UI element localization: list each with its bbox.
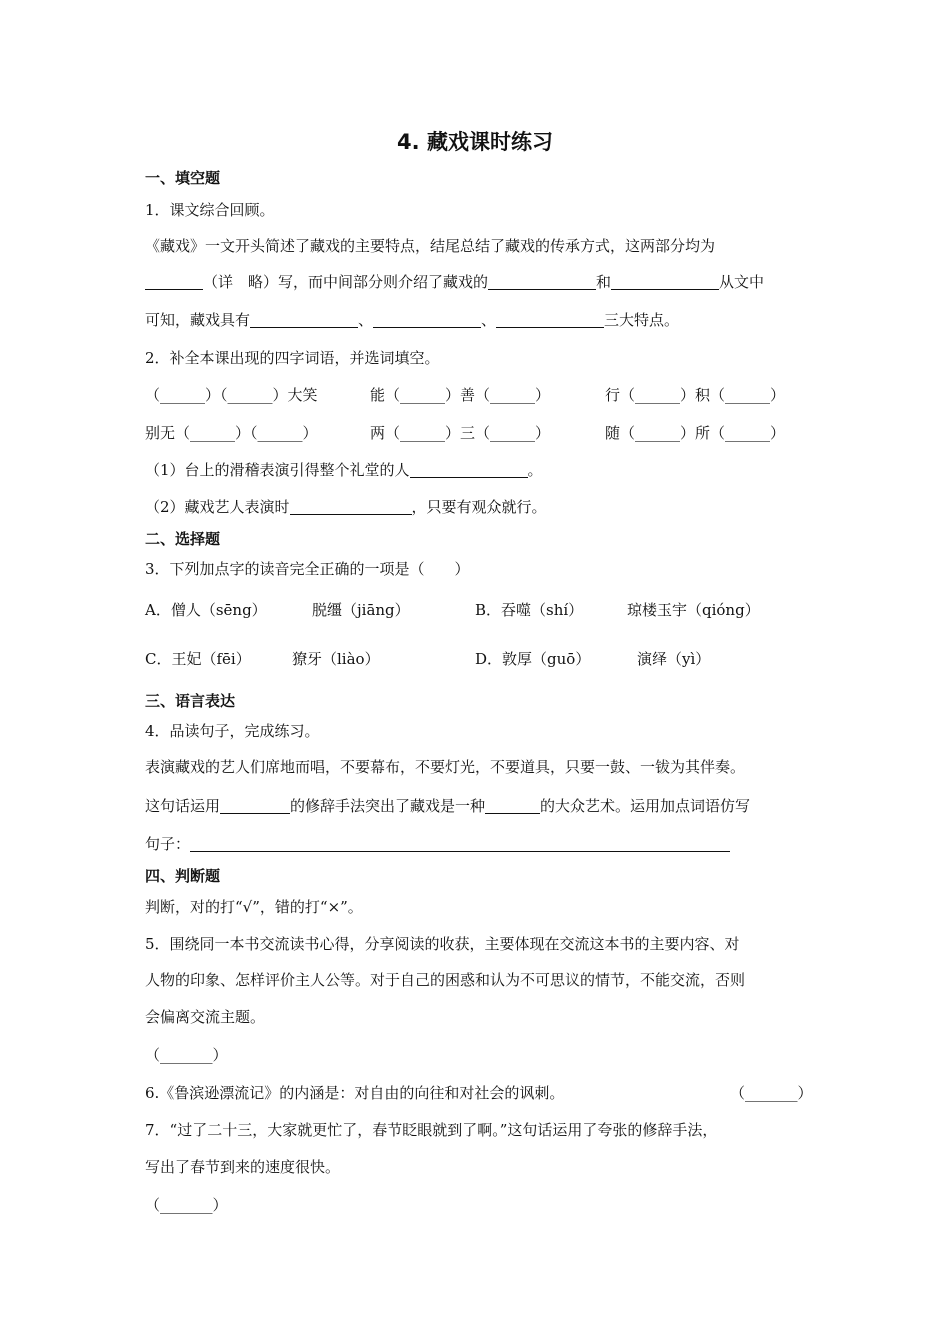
- q4-line-2: 这句话运用 的修辞手法突出了藏戏是一种 的大众艺术。运用加点词语仿写: [145, 797, 751, 815]
- word-blank-group[interactable]: （______）（______）大笑: [145, 386, 318, 404]
- answer-blank[interactable]: [496, 311, 604, 328]
- q1-line-3: 可知，藏戏具有 、 、 三大特点。: [145, 311, 680, 329]
- option-b[interactable]: B．吞噬（shí）: [475, 601, 584, 619]
- q3-options-row-2: [145, 648, 805, 670]
- q2-word-row-2: [145, 422, 805, 444]
- option-d-item-2: 演绎（yì）: [637, 650, 711, 668]
- answer-blank[interactable]: [488, 273, 596, 290]
- option-a[interactable]: A．僧人（sēng）: [145, 601, 267, 619]
- q3-options-row-1: [145, 599, 805, 621]
- answer-blank[interactable]: [373, 311, 481, 328]
- section-heading-judge: 四、判断题: [145, 867, 221, 885]
- option-c-item-2: 獠牙（liào）: [292, 650, 380, 668]
- word-blank-group[interactable]: 能（______）善（______）: [370, 386, 551, 404]
- judge-intro: 判断，对的打“√”，错的打“×”。: [145, 898, 363, 916]
- q7-answer[interactable]: （_______）: [145, 1196, 228, 1214]
- answer-blank[interactable]: [145, 273, 203, 290]
- answer-blank[interactable]: [611, 273, 719, 290]
- page-title: 4. 藏戏课时练习: [397, 130, 553, 154]
- section-heading-fill-blank: 一、填空题: [145, 169, 221, 187]
- option-c[interactable]: C．王妃（fēi）: [145, 650, 251, 668]
- q5-line-2: 人物的印象、怎样评价主人公等。对于自己的困惑和认为不可思议的情节，不能交流，否则: [145, 971, 746, 989]
- q6-line: 6.《鲁滨逊漂流记》的内涵是：对自由的向往和对社会的讽刺。: [145, 1084, 565, 1102]
- answer-blank[interactable]: [250, 311, 358, 328]
- word-blank-group[interactable]: 随（______）所（______）: [605, 424, 786, 442]
- answer-line[interactable]: [190, 835, 730, 852]
- q1-line-2: （详 略）写，而中间部分则介绍了藏戏的 和 从文中: [145, 271, 764, 293]
- q5-line-1: 5．围绕同一本书交流读书心得，分享阅读的收获，主要体现在交流这本书的主要内容、对: [145, 935, 740, 953]
- q4-heading: 4．品读句子，完成练习。: [145, 722, 320, 740]
- answer-blank[interactable]: [290, 498, 412, 515]
- q6-answer[interactable]: （_______）: [730, 1084, 813, 1102]
- section-heading-choice: 二、选择题: [145, 530, 221, 548]
- q7-line-2: 写出了春节到来的速度很快。: [145, 1158, 341, 1176]
- q1-heading: 1．课文综合回顾。: [145, 201, 275, 219]
- answer-blank[interactable]: [220, 797, 290, 814]
- q3-heading: 3．下列加点字的读音完全正确的一项是（ ）: [145, 560, 470, 578]
- answer-blank[interactable]: [485, 797, 540, 814]
- word-blank-group[interactable]: 别无（______）（______）: [145, 424, 318, 442]
- word-blank-group[interactable]: 两（______）三（______）: [370, 424, 551, 442]
- option-a-item-2: 脱缰（jiāng）: [312, 601, 410, 619]
- q7-line-1: 7．“过了二十三，大家就更忙了，春节眨眼就到了啊。”这句话运用了夸张的修辞手法，: [145, 1121, 718, 1139]
- q2-word-row-1: [145, 384, 805, 406]
- q4-sentence: 表演藏戏的艺人们席地而唱，不要幕布，不要灯光，不要道具，只要一鼓、一钹为其伴奏。: [145, 758, 746, 776]
- q2-sentence-1: （1）台上的滑稽表演引得整个礼堂的人 。: [145, 461, 543, 479]
- answer-blank[interactable]: [410, 461, 528, 478]
- option-d[interactable]: D．敦厚（guō）: [475, 650, 591, 668]
- q2-sentence-2: （2）藏戏艺人表演时 ，只要有观众就行。: [145, 498, 547, 516]
- word-blank-group[interactable]: 行（______）积（______）: [605, 386, 786, 404]
- section-heading-expression: 三、语言表达: [145, 692, 236, 710]
- option-b-item-2: 琼楼玉宇（qióng）: [627, 601, 760, 619]
- q2-heading: 2．补全本课出现的四字词语，并选词填空。: [145, 349, 440, 367]
- q1-line-1: 《藏戏》一文开头简述了藏戏的主要特点，结尾总结了藏戏的传承方式，这两部分均为: [145, 237, 716, 255]
- q5-line-3: 会偏离交流主题。: [145, 1008, 266, 1026]
- q5-answer[interactable]: （_______）: [145, 1046, 228, 1064]
- q4-line-3: 句子：: [145, 833, 730, 855]
